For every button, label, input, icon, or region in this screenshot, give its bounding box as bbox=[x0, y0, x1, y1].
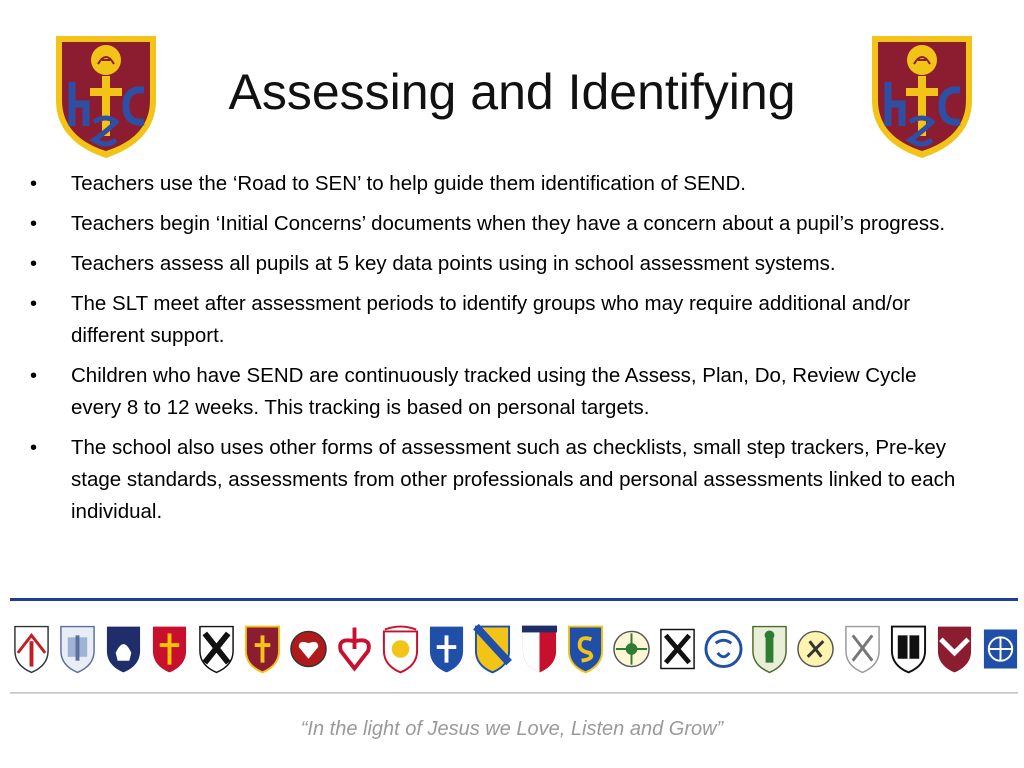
bullet-list bbox=[30, 168, 960, 536]
bullet-icon: • bbox=[30, 253, 38, 275]
list-item bbox=[30, 248, 960, 280]
partner-logo-17 bbox=[750, 623, 789, 675]
partner-logo-4 bbox=[150, 623, 189, 675]
partner-logo-13 bbox=[566, 623, 605, 675]
divider-grey bbox=[10, 692, 1018, 694]
partner-logo-21 bbox=[935, 623, 974, 675]
partner-logo-18 bbox=[796, 623, 835, 675]
list-item bbox=[30, 168, 960, 200]
school-crest-right bbox=[866, 30, 978, 160]
list-item bbox=[30, 208, 960, 240]
bullet-text: Teachers begin ‘Initial Concerns’ documents when they have a concern about a pupil’s progress. bbox=[71, 212, 946, 235]
bullet-icon: • bbox=[30, 437, 38, 459]
bullet-icon: • bbox=[30, 173, 38, 195]
bullet-icon: • bbox=[30, 213, 38, 235]
partner-logo-2 bbox=[58, 623, 97, 675]
bullet-text: Children who have SEND are continuously tracked using the Assess, Plan, Do, Review Cycle every 8 to 12 weeks. This tracking is based on personal targets. bbox=[71, 364, 917, 419]
partner-school-logos bbox=[12, 618, 1020, 680]
partner-logo-9 bbox=[381, 623, 420, 675]
partner-logo-10 bbox=[427, 623, 466, 675]
bullet-icon: • bbox=[30, 293, 38, 315]
list-item bbox=[30, 288, 960, 352]
bullet-text: Teachers use the ‘Road to SEN’ to help guide them identification of SEND. bbox=[71, 172, 746, 195]
list-item bbox=[30, 432, 960, 528]
bullet-text: The SLT meet after assessment periods to identify groups who may require additional and/or different support. bbox=[71, 292, 911, 347]
partner-logo-7 bbox=[289, 623, 328, 675]
partner-logo-3 bbox=[104, 623, 143, 675]
bullet-icon: • bbox=[30, 365, 38, 387]
bullet-text: The school also uses other forms of assessment such as checklists, small step trackers, Pre-key stage standards, assessments from other professionals and personal assessments linked to each individual. bbox=[71, 436, 956, 523]
partner-logo-15 bbox=[658, 623, 697, 675]
school-motto: “In the light of Jesus we Love, Listen and Grow” bbox=[300, 718, 724, 740]
partner-logo-6 bbox=[243, 623, 282, 675]
partner-logo-12 bbox=[520, 623, 559, 675]
partner-logo-22 bbox=[981, 623, 1020, 675]
partner-logo-1 bbox=[12, 623, 51, 675]
list-item bbox=[30, 360, 960, 424]
bullet-text: Teachers assess all pupils at 5 key data points using in school assessment systems. bbox=[71, 252, 836, 275]
partner-logo-8 bbox=[335, 623, 374, 675]
partner-logo-20 bbox=[889, 623, 928, 675]
partner-logo-5 bbox=[197, 623, 236, 675]
partner-logo-19 bbox=[843, 623, 882, 675]
page-title: Assessing and Identifying bbox=[228, 64, 796, 120]
divider-blue bbox=[10, 598, 1018, 601]
partner-logo-11 bbox=[473, 623, 512, 675]
partner-logo-14 bbox=[612, 623, 651, 675]
partner-logo-16 bbox=[704, 623, 743, 675]
